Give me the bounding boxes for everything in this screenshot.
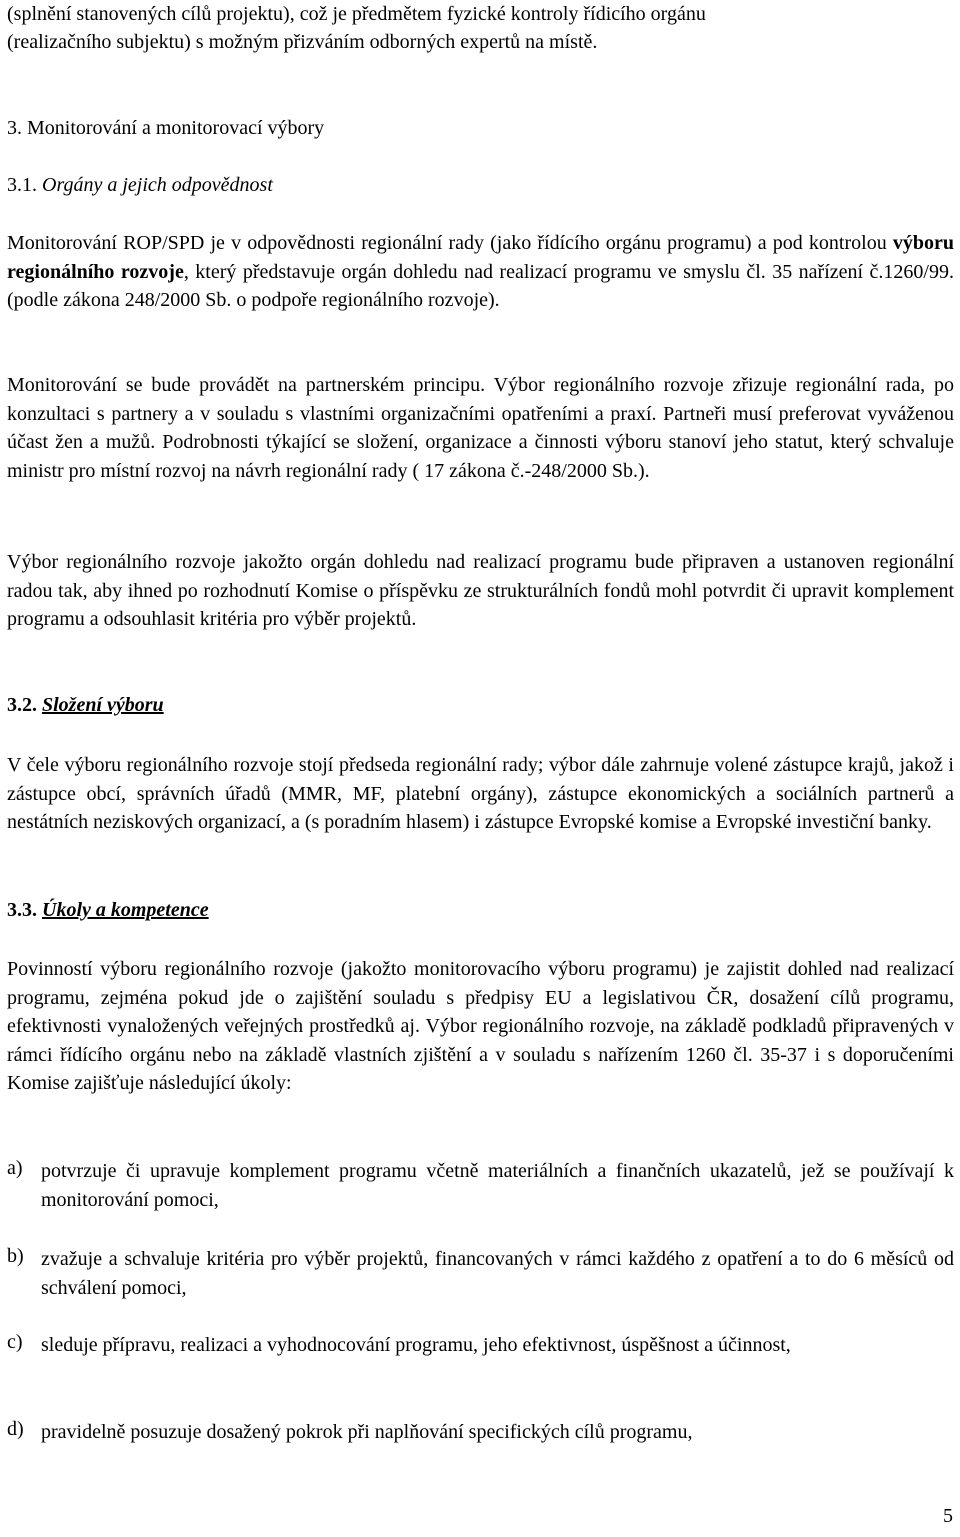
p1-text-b: , který představuje orgán dohledu nad realizací programu ve smyslu čl. 35 nařízení č.1260/99.(podle zákona 248/2000 Sb. o podpoře regionálního rozvoje).: [7, 260, 954, 311]
list-item: [7, 1331, 954, 1360]
list-item-text: potvrzuje či upravuje komplement programu včetně materiálních a finančních ukazatelů, jež se používají k monitorování pomoci,: [41, 1160, 954, 1211]
list-item: [7, 1418, 954, 1447]
section-3-3-number: 3.3.: [7, 899, 37, 921]
p1-text-a: Monitorování ROP/SPD je v odpovědnosti regionální rady (jako řídícího orgánu programu) a pod kontrolou: [7, 232, 893, 254]
section-3-2-title: Složení výboru: [42, 694, 164, 716]
paragraph-3-3-1: Povinností výboru regionálního rozvoje (jakožto monitorovacího výboru programu) je zajistit dohled nad realizací programu, zejména pokud jde o zajištění souladu s předpisy EU a legislativou ČR, dosažení cílů programu, efektivnosti vynaložených veřejných prostředků aj. Výbor regionálního rozvoje, na základě podkladů připravených v rámci řídícího orgánu nebo na základě vlastních zjištění a v souladu s nařízením 1260 čl. 35-37 i s doporučeními Komise zajišťuje následující úkoly:: [7, 958, 954, 1094]
paragraph-3-1-1: [7, 229, 954, 315]
top-line-2: (realizačního subjektu) s možným přizváním odborných expertů na místě.: [7, 31, 598, 53]
committee-name-bold: výboru regionálního rozvoje: [7, 232, 954, 283]
section-3-1-number: 3.1.: [7, 174, 37, 196]
section-3-2-number: 3.2.: [7, 694, 37, 716]
list-item-letter: c): [7, 1331, 23, 1353]
section-3-3-heading: [7, 896, 954, 925]
paragraph-3-1-3: Výbor regionálního rozvoje jakožto orgán dohledu nad realizací programu bude připraven a ustanoven regionální radou tak, aby ihned po rozhodnutí Komise o příspěvku ze strukturálních fondů mohl potvrdit či upravit komplement programu a odsouhlasit kritéria pro výběr projektů.: [7, 551, 954, 630]
section-3-1-heading: [7, 171, 954, 200]
list-item-letter: b): [7, 1245, 24, 1267]
section-3-heading: 3. Monitorování a monitorovací výbory: [7, 117, 325, 139]
list-item-letter: d): [7, 1418, 24, 1440]
list-item-text: zvažuje a schvaluje kritéria pro výběr projektů, financovaných v rámci každého z opatření a to do 6 měsíců od schválení pomoci,: [41, 1248, 954, 1299]
section-3-3-title: Úkoly a kompetence: [42, 899, 209, 921]
list-item-text: sleduje přípravu, realizaci a vyhodnocování programu, jeho efektivnost, úspěšnost a účinnost,: [41, 1334, 791, 1356]
section-3-1-title: Orgány a jejich odpovědnost: [42, 174, 273, 196]
list-item-letter: a): [7, 1157, 23, 1179]
page-number: 5: [943, 1505, 953, 1527]
list-item: [7, 1157, 954, 1214]
paragraph-3-2-1: V čele výboru regionálního rozvoje stojí předseda regionální rady; výbor dále zahrnuje volené zástupce krajů, jakož i zástupce obcí, správních úřadů (MMR, MF, platební orgány), zástupce ekonomických a sociálních partnerů a nestátních neziskových organizací, a (s poradním hlasem) i zástupce Evropské komise a Evropské investiční banky.: [7, 754, 954, 833]
list-item: [7, 1245, 954, 1302]
paragraph-3-1-2: Monitorování se bude provádět na partnerském principu. Výbor regionálního rozvoje zřizuje regionální rada, po konzultaci s partnery a v souladu s vlastními organizačními opatřeními a praxí. Partneři musí preferovat vyváženou účast žen a mužů. Podrobnosti týkající se složení, organizace a činnosti výboru stanoví jeho statut, který schvaluje ministr pro místní rozvoj na návrh regionální rady ( 17 zákona č.-248/2000 Sb.).: [7, 374, 954, 482]
top-line-1: (splnění stanovených cílů projektu), což je předmětem fyzické kontroly řídicího orgánu: [7, 3, 706, 25]
list-item-text: pravidelně posuzuje dosažený pokrok při naplňování specifických cílů programu,: [41, 1421, 693, 1443]
section-3-2-heading: [7, 691, 954, 720]
